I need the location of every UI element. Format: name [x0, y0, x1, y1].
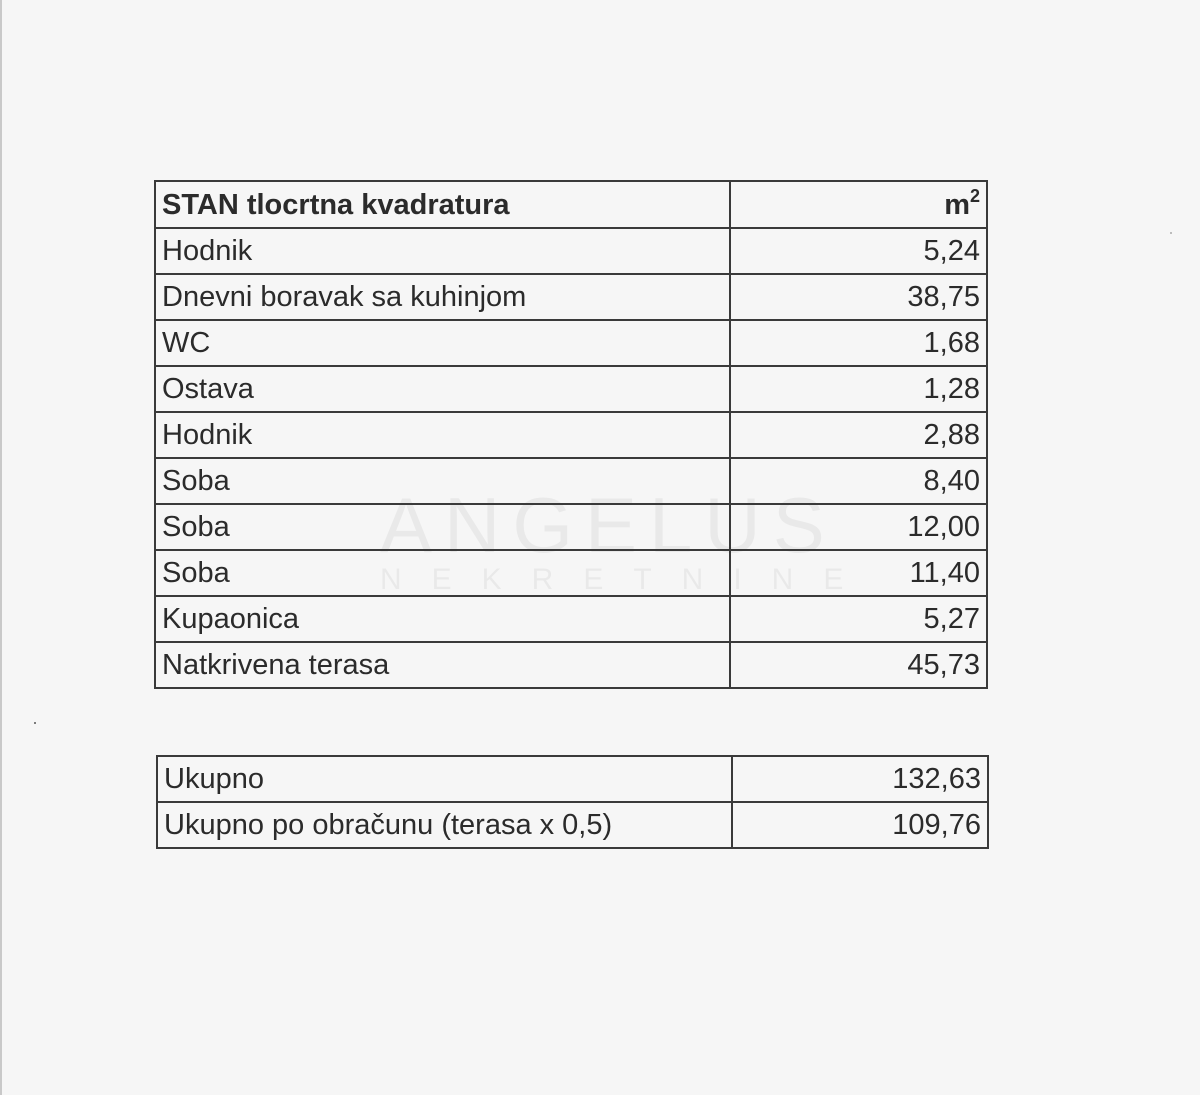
table-row: [155, 320, 987, 366]
room-area: 8,40: [730, 458, 987, 504]
room-name: Hodnik: [155, 412, 730, 458]
room-area: 2,88: [730, 412, 987, 458]
table-row: [155, 642, 987, 688]
room-area: 45,73: [730, 642, 987, 688]
room-name: Ostava: [155, 366, 730, 412]
table-row: [155, 550, 987, 596]
room-area: 5,27: [730, 596, 987, 642]
table-row: [155, 504, 987, 550]
room-name: Soba: [155, 458, 730, 504]
table-row: [155, 274, 987, 320]
room-area: 1,28: [730, 366, 987, 412]
table-row: [155, 228, 987, 274]
adjusted-total-row: [157, 802, 988, 848]
room-area: 38,75: [730, 274, 987, 320]
room-name: Soba: [155, 550, 730, 596]
total-label: Ukupno: [157, 756, 732, 802]
table-row: [155, 596, 987, 642]
header-unit: $m^2$: [730, 181, 987, 228]
room-area: 11,40: [730, 550, 987, 596]
room-area: 1,68: [730, 320, 987, 366]
scan-speck: [34, 722, 36, 724]
table-row: [155, 412, 987, 458]
watermark-title: ANGELUS: [380, 481, 837, 569]
table-row: [155, 366, 987, 412]
room-area: 5,24: [730, 228, 987, 274]
watermark-subtitle: NEKRETNINE: [380, 563, 874, 596]
room-name: WC: [155, 320, 730, 366]
scan-speck: [1170, 232, 1172, 234]
room-name: Soba: [155, 504, 730, 550]
adjusted-total-label: Ukupno po obračunu (terasa x 0,5): [157, 802, 732, 848]
room-name: Hodnik: [155, 228, 730, 274]
header-label: STAN tlocrtna kvadratura: [155, 181, 730, 228]
area-table: [154, 180, 988, 689]
table-header-row: [155, 181, 987, 228]
table-row: [155, 458, 987, 504]
room-name: Natkrivena terasa: [155, 642, 730, 688]
adjusted-total-value: 109,76: [732, 802, 988, 848]
total-row: [157, 756, 988, 802]
total-value: 132,63: [732, 756, 988, 802]
room-name: Dnevni boravak sa kuhinjom: [155, 274, 730, 320]
room-name: Kupaonica: [155, 596, 730, 642]
totals-table: [156, 755, 989, 849]
room-area: 12,00: [730, 504, 987, 550]
